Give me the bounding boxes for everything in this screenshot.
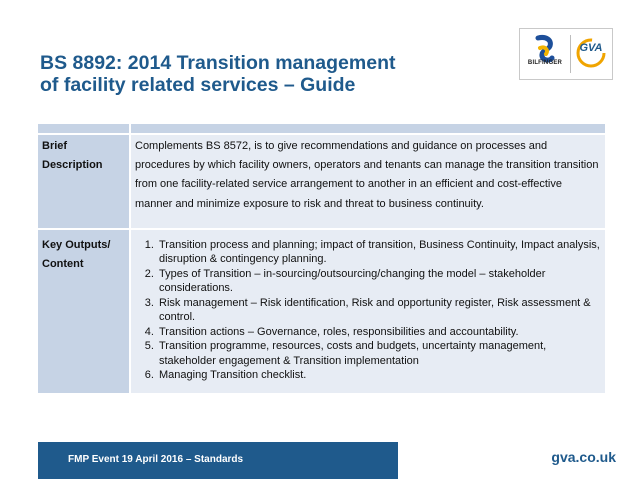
list-item: 1. Transition process and planning; impact of transition, Business Continuity, Impact analysis, disruption & contingency planning. bbox=[157, 238, 601, 267]
key-outputs-list bbox=[131, 230, 605, 393]
list-item: 5. Transition programme, resources, costs and budgets, uncertainty management, stakeholder engagement & Transition implementation bbox=[157, 339, 601, 368]
logo-divider bbox=[570, 35, 571, 73]
list-item: 6. Managing Transition checklist. bbox=[157, 368, 601, 383]
gva-wordmark: GVA bbox=[579, 42, 603, 54]
bilfinger-wordmark: BILFINGER bbox=[527, 60, 563, 66]
row-content-cell bbox=[131, 135, 605, 228]
row-label bbox=[38, 135, 129, 177]
table-row bbox=[38, 228, 605, 393]
partner-logos bbox=[519, 28, 613, 80]
row-label bbox=[38, 230, 129, 276]
row-label-line1: Brief bbox=[42, 140, 68, 152]
footer-site-link[interactable]: gva.co.uk bbox=[551, 449, 616, 465]
row-content-cell bbox=[131, 228, 605, 393]
brief-description-text: Complements BS 8572, is to give recommendations and guidance on processes and procedures by which facility owners, operators and tenants can manage the transition transition from one facility-related service arrangement to another in an efficient and cost-effective manner and minimize exposure to risk and threat to business continuity. bbox=[135, 140, 599, 210]
row-label-line2: Content bbox=[42, 257, 84, 270]
standard-summary-table bbox=[38, 124, 605, 393]
list-item: 2. Types of Transition – in-sourcing/outsourcing/changing the model – stakeholder considerations. bbox=[157, 267, 601, 296]
row-label-cell bbox=[38, 135, 131, 228]
list-item: 3. Risk management – Risk identification, Risk and opportunity register, Risk assessment & control. bbox=[157, 296, 601, 325]
footer-event-text: FMP Event 19 April 2016 – Standards bbox=[68, 454, 244, 465]
spacer bbox=[131, 216, 605, 228]
header-cell-left bbox=[38, 124, 131, 135]
row-label-line2: Description bbox=[42, 159, 103, 171]
row-label-line1: Key Outputs/ bbox=[42, 238, 111, 251]
slide-title-line1: BS 8892: 2014 Transition management bbox=[40, 52, 396, 74]
table-row bbox=[38, 135, 605, 228]
row-label-cell bbox=[38, 228, 131, 393]
table-header-row bbox=[38, 124, 605, 135]
header-cell-right bbox=[131, 124, 605, 135]
bilfinger-logo-icon bbox=[526, 34, 566, 74]
slide-title-line2: of facility related services – Guide bbox=[40, 74, 356, 96]
list-item: 4. Transition actions – Governance, roles, responsibilities and accountability. bbox=[157, 325, 601, 340]
slide-title bbox=[40, 52, 480, 96]
